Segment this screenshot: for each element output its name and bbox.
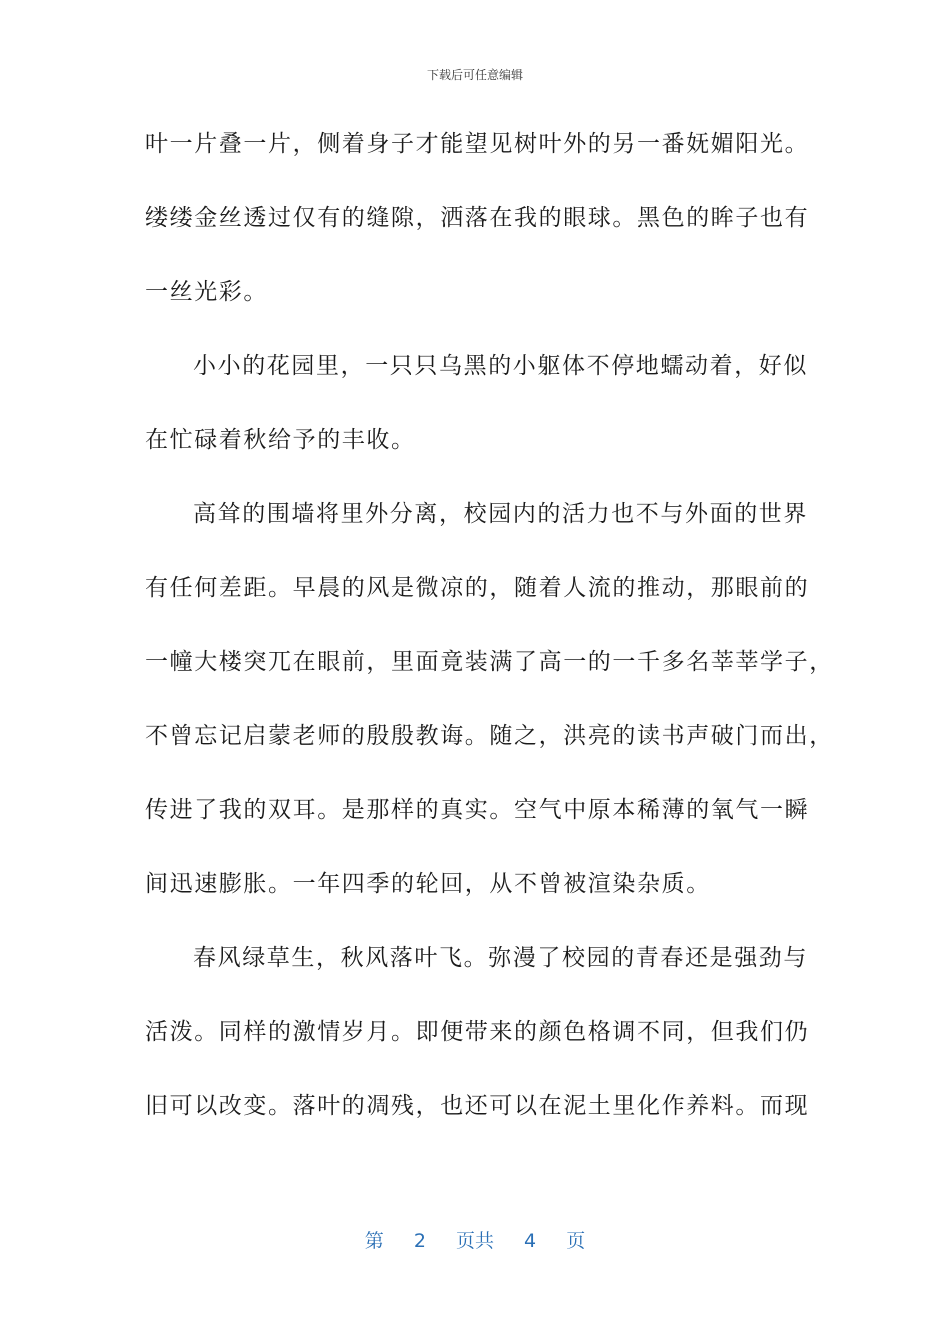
text-line-5: 在忙碌着秋给予的丰收。 bbox=[145, 427, 416, 453]
text-line-12: 春风绿草生，秋风落叶飞。弥漫了校园的青春还是强劲与 bbox=[193, 945, 808, 971]
text-line-2: 缕缕金丝透过仅有的缝隙，洒落在我的眼球。黑色的眸子也有 bbox=[145, 205, 810, 231]
page-footer bbox=[0, 1226, 950, 1253]
footer-middle: 页共 bbox=[455, 1230, 494, 1252]
text-line-14: 旧可以改变。落叶的凋残，也还可以在泥土里化作养料。而现 bbox=[145, 1093, 810, 1119]
text-line-10: 传进了我的双耳。是那样的真实。空气中原本稀薄的氧气一瞬 bbox=[145, 797, 810, 823]
text-line-6: 高耸的围墙将里外分离，校园内的活力也不与外面的世界 bbox=[193, 501, 808, 527]
text-line-3: 一丝光彩。 bbox=[145, 279, 268, 305]
text-line-7: 有任何差距。早晨的风是微凉的，随着人流的推动，那眼前的 bbox=[145, 575, 810, 601]
page-header: 下载后可任意编辑 bbox=[426, 68, 523, 82]
text-line-11: 间迅速膨胀。一年四季的轮回，从不曾被渲染杂质。 bbox=[145, 871, 711, 897]
current-page-number: 2 bbox=[413, 1230, 426, 1252]
text-line-13: 活泼。同样的激情岁月。即便带来的颜色格调不同，但我们仍 bbox=[145, 1019, 810, 1045]
text-line-4: 小小的花园里，一只只乌黑的小躯体不停地蠕动着，好似 bbox=[193, 353, 808, 379]
text-line-9: 不曾忘记启蒙老师的殷殷教诲。随之，洪亮的读书声破门而出， bbox=[145, 723, 834, 749]
text-line-1: 叶一片叠一片，侧着身子才能望见树叶外的另一番妩媚阳光。 bbox=[145, 131, 810, 157]
footer-suffix: 页 bbox=[566, 1230, 586, 1252]
footer-prefix: 第 bbox=[364, 1230, 384, 1252]
total-pages-number: 4 bbox=[524, 1230, 537, 1252]
text-line-8: 一幢大楼突兀在眼前，里面竟装满了高一的一千多名莘莘学子， bbox=[145, 649, 834, 675]
document-body bbox=[145, 118, 834, 1154]
